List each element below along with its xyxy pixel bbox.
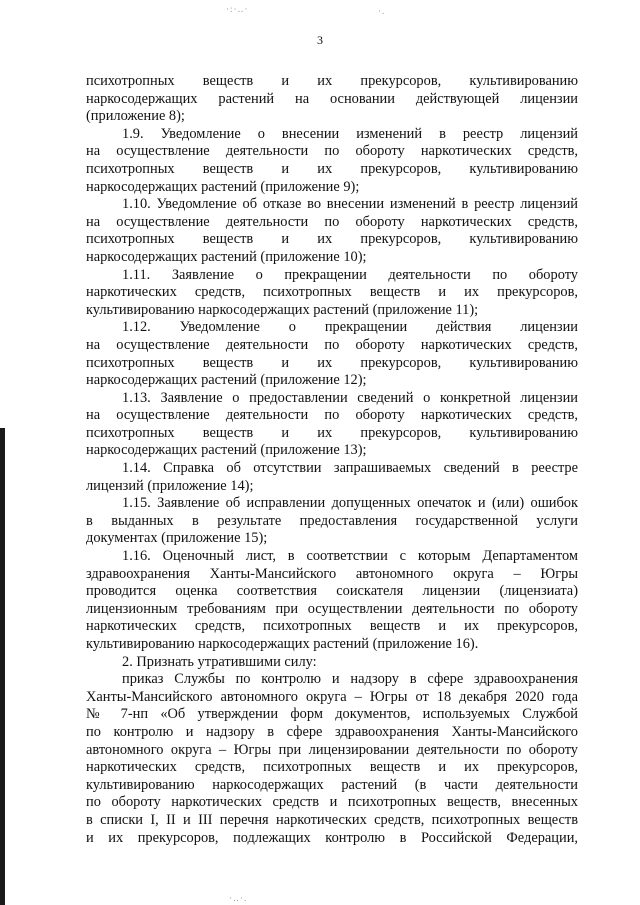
scan-noise-top: ·:·‥· — [226, 4, 249, 14]
text-line: 1.16. Оценочный лист, в соответствии с которым Департаментом — [122, 548, 578, 565]
text-line: культивированию наркосодержащих растений (приложение 11); — [86, 301, 479, 318]
text-line: 2. Признать утратившими силу: — [122, 653, 317, 670]
paragraph-p-1-15 — [86, 495, 578, 548]
scan-noise-bottom: ·‥·. — [229, 893, 248, 903]
scan-noise-top-right: ·. — [378, 6, 386, 16]
text-line: наркотических средств, психотропных веществ и их прекурсоров, — [86, 284, 578, 301]
document-body — [86, 73, 578, 847]
page-number: 3 — [317, 33, 323, 47]
scan-edge-artifact — [0, 428, 5, 905]
paragraph-p-1-11 — [86, 267, 578, 320]
text-line: и их прекурсоров, подлежащих контролю в Российской Федерации, — [86, 829, 578, 846]
text-line: в выданных в результате предоставления государственной услуги — [86, 512, 578, 529]
paragraph-p-order — [86, 671, 578, 847]
text-line: на осуществление деятельности по обороту наркотических средств, — [86, 213, 578, 230]
text-line: лицензий (приложение 14); — [86, 477, 254, 494]
text-line: в списки I, II и III перечня наркотических средств, психотропных веществ — [86, 811, 578, 828]
text-line: психотропных веществ и их прекурсоров, культивированию — [86, 354, 578, 371]
paragraph-p-1-12 — [86, 319, 578, 389]
text-line: 1.13. Заявление о предоставлении сведений о конкретной лицензии — [122, 389, 578, 406]
text-line: на осуществление деятельности по обороту наркотических средств, — [86, 143, 578, 160]
text-line: проводится оценка соответствия соискателя лицензии (лицензиата) — [86, 583, 578, 600]
text-line: наркосодержащих растений на основании действующей лицензии — [86, 90, 578, 107]
paragraph-p-1-14 — [86, 460, 578, 495]
paragraph-p-2 — [86, 654, 578, 672]
text-line: культивированию наркосодержащих растений (приложение 16). — [86, 636, 479, 652]
text-line: здравоохранения Ханты-Мансийского автономного округа – Югры — [86, 565, 578, 582]
text-line: автономного округа – Югры при лицензировании деятельности по обороту — [86, 741, 578, 758]
text-line: наркотических средств, психотропных веществ и их прекурсоров, — [86, 618, 578, 635]
text-line: № 7-нп «Об утверждении форм документов, используемых Службой — [86, 706, 578, 723]
text-line: психотропных веществ и их прекурсоров, культивированию — [86, 160, 578, 177]
text-line: 1.12. Уведомление о прекращении действия лицензии — [122, 319, 578, 336]
text-line: 1.11. Заявление о прекращении деятельности по обороту — [122, 266, 578, 283]
text-line: психотропных веществ и их прекурсоров, культивированию — [86, 424, 578, 441]
text-line: психотропных веществ и их прекурсоров, культивированию — [86, 231, 578, 248]
paragraph-p-1-9 — [86, 126, 578, 196]
paragraph-p-1-16 — [86, 548, 578, 654]
text-line: культивированию наркосодержащих растений (в части деятельности — [86, 776, 578, 793]
paragraph-p-cont-8 — [86, 73, 578, 126]
text-line: наркотических средств, психотропных веществ и их прекурсоров, — [86, 759, 578, 776]
text-line: документах (приложение 15); — [86, 530, 268, 547]
paragraph-p-1-10 — [86, 196, 578, 266]
text-line: на осуществление деятельности по обороту наркотических средств, — [86, 407, 578, 424]
text-line: по контролю и надзору в сфере здравоохранения Ханты-Мансийского — [86, 723, 578, 740]
text-line: 1.10. Уведомление об отказе во внесении изменений в реестр лицензий — [122, 196, 578, 213]
text-line: приказ Службы по контролю и надзору в сфере здравоохранения — [122, 671, 578, 688]
text-line: наркосодержащих растений (приложение 13); — [86, 442, 367, 459]
text-line: наркосодержащих растений (приложение 12); — [86, 372, 367, 389]
text-line: на осуществление деятельности по обороту наркотических средств, — [86, 336, 578, 353]
text-line: наркосодержащих растений (приложение 9); — [86, 178, 360, 195]
text-line: психотропных веществ и их прекурсоров, культивированию — [86, 73, 578, 89]
text-line: по обороту наркотических средств и психотропных веществ, внесенных — [86, 794, 578, 811]
text-line: 1.9. Уведомление о внесении изменений в реестр лицензий — [122, 125, 578, 142]
paragraph-p-1-13 — [86, 390, 578, 460]
text-line: 1.14. Справка об отсутствии запрашиваемых сведений в реестре — [122, 460, 578, 477]
text-line: Ханты-Мансийского автономного округа – Югры от 18 декабря 2020 года — [86, 688, 578, 705]
text-line: лицензионным требованиям при осуществлении деятельности по обороту — [86, 600, 578, 617]
text-line: (приложение 8); — [86, 108, 185, 125]
text-line: наркосодержащих растений (приложение 10); — [86, 248, 367, 265]
text-line: 1.15. Заявление об исправлении допущенных опечаток и (или) ошибок — [122, 495, 578, 512]
